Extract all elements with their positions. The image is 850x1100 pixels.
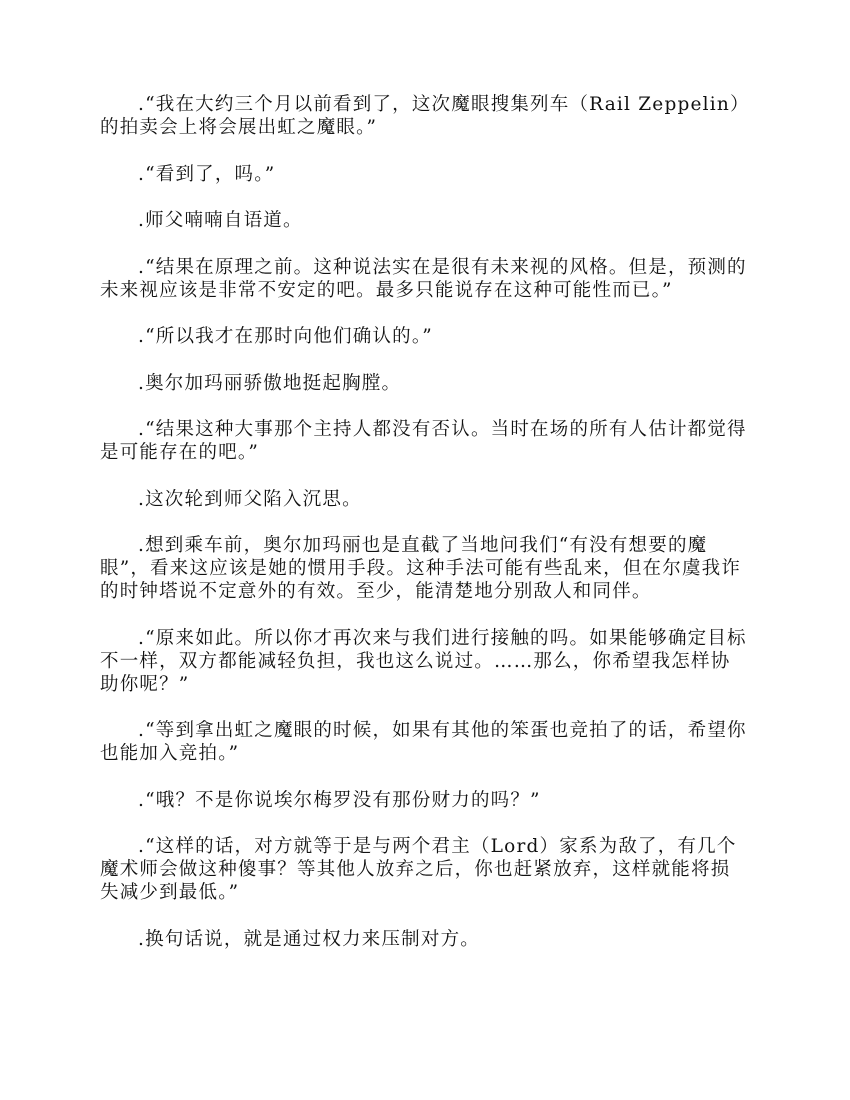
paragraph: .“我在大约三个月以前看到了，这次魔眼搜集列车（Rail Zeppelin）的拍卖会上将会展出虹之魔眼。” — [100, 94, 750, 138]
paragraph: .“结果在原理之前。这种说法实在是很有未来视的风格。但是，预测的未来视应该是非常不安定的吧。最多只能说存在这种可能性而已。” — [100, 256, 747, 301]
paragraph: .“看到了，吗。” — [138, 163, 276, 185]
paragraph: .“所以我才在那时向他们确认的。” — [138, 326, 433, 347]
paragraph: .“结果这种大事那个主持人都没有否认。当时在场的所有人估计都觉得是可能存在的吧。” — [100, 419, 747, 463]
paragraph: .换句话说，就是通过权力来压制对方。 — [138, 928, 480, 950]
document-page — [100, 93, 750, 974]
paragraph: .想到乘车前，奥尔加玛丽也是直截了当地问我们“有没有想要的魔眼”，看来这应该是她的惯用手段。这种手法可能有些乱来，但在尔虞我诈的时钟塔说不定意外的有效。至少，能清楚地分别敌人和同伴。 — [100, 535, 742, 602]
paragraph: .“原来如此。所以你才再次来与我们进行接触的吗。如果能够确定目标不一样，双方都能减轻负担，我也这么说过。……那么，你希望我怎样协助你呢？” — [100, 627, 747, 695]
paragraph: .奥尔加玛丽骄傲地挺起胸膛。 — [138, 372, 402, 394]
paragraph: .“哦？不是你说埃尔梅罗没有那份财力的吗？” — [138, 789, 541, 811]
paragraph: .“等到拿出虹之魔眼的时候，如果有其他的笨蛋也竞拍了的话，希望你也能加入竞拍。” — [100, 720, 747, 764]
paragraph: .这次轮到师父陷入沉思。 — [138, 488, 362, 510]
paragraph: .师父喃喃自语道。 — [138, 210, 303, 231]
paragraph: .“这样的话，对方就等于是与两个君主（Lord）家系为敌了，有几个魔术师会做这种傻事？等其他人放弃之后，你也赶紧放弃，这样就能将损失减少到最低。” — [100, 836, 737, 903]
